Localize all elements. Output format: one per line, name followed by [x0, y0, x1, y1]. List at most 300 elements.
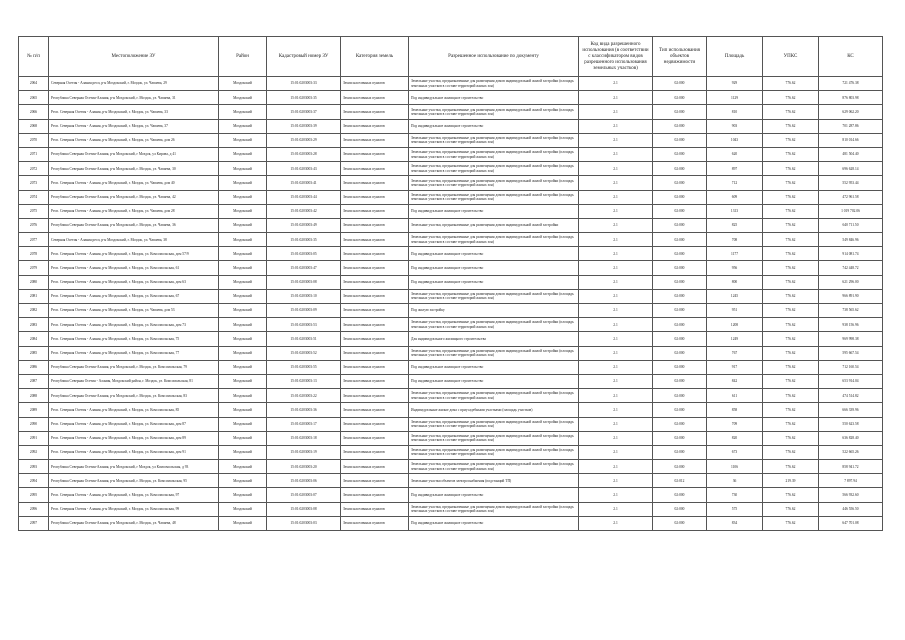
cell-use-type: 02:000: [653, 289, 707, 303]
cell-permitted-use: Земельные участки, предназначенные для размещения домов индивидуальной жилой застройки (площадь земельных участков в составе территорий жилых зон): [409, 133, 579, 147]
cell-number: 2085: [19, 346, 49, 360]
cell-location: Республика Северная Осетия-Алания, р-н Моздокский, г. Моздок, ул. Чапаева, 42: [49, 190, 219, 204]
header-use-type: Тип использования объектов недвижимости: [653, 37, 707, 77]
cell-use-type: 02:000: [653, 218, 707, 232]
cell-location: Респ. Северная Осетия - Алания, р-н Моздокский, г. Моздок, ул. Комсомольская, дом 73: [49, 318, 219, 332]
cell-permitted-use: Под индивидуальное жилищное строительство: [409, 204, 579, 218]
cell-number: 2079: [19, 261, 49, 275]
cell-permitted-use: Земельные участки, предназначенные для размещения домов индивидуальной жилой застройки (площадь земельных участков в составе территорий жилых зон): [409, 318, 579, 332]
cell-number: 2070: [19, 133, 49, 147]
cell-number: 2075: [19, 204, 49, 218]
cell-ks: 876 803.98: [819, 91, 883, 105]
cell-area: 611: [707, 389, 763, 403]
cell-use-code: 2.1: [579, 204, 653, 218]
cell-district: Моздокский: [219, 275, 267, 289]
cell-upks: 776.62: [763, 133, 819, 147]
cell-upks: 776.62: [763, 445, 819, 459]
cell-cadastral-number: 15:01:0203003:29: [267, 133, 341, 147]
cell-upks: 776.62: [763, 91, 819, 105]
cell-cadastral-number: 15:01:0203003:55: [267, 360, 341, 374]
cell-permitted-use: Под жилую застройку: [409, 304, 579, 318]
table-row: [19, 346, 883, 360]
cell-district: Моздокский: [219, 91, 267, 105]
cell-location: Респ. Северная Осетия - Алания, р-н Моздокский, г. Моздок, ул. Чапаева, 33: [49, 105, 219, 119]
cell-use-code: 2.1: [579, 289, 653, 303]
cell-cadastral-number: 15:01:0203003:42: [267, 204, 341, 218]
cell-land-category: Земли населенных пунктов: [341, 247, 409, 261]
cell-land-category: Земли населенных пунктов: [341, 190, 409, 204]
cell-district: Моздокский: [219, 403, 267, 417]
cell-area: 800: [707, 275, 763, 289]
cell-location: Респ. Северная Осетия - Алания, р-н Моздокский, г. Моздок, ул. Комсомольская, 99: [49, 502, 219, 516]
cell-number: 2072: [19, 162, 49, 176]
cell-number: 2090: [19, 417, 49, 431]
cell-area: 1177: [707, 247, 763, 261]
cell-ks: 640 711.50: [819, 218, 883, 232]
cell-ks: 621 296.00: [819, 275, 883, 289]
cell-permitted-use: Земельные участки, предназначенные для размещения домов индивидуальной жилой застройки (площадь земельных участков в составе территорий жилых зон): [409, 176, 579, 190]
cell-land-category: Земли населенных пунктов: [341, 176, 409, 190]
cell-upks: 776.62: [763, 289, 819, 303]
cell-district: Моздокский: [219, 190, 267, 204]
cell-number: 2081: [19, 289, 49, 303]
cell-permitted-use: Под индивидуальное жилищное строительство: [409, 275, 579, 289]
cell-cadastral-number: 15:01:0203003:05: [267, 247, 341, 261]
cell-location: Республика Северная Осетия-Алания, р-н Моздокский, г Моздок, ул Комсомольская, д 93: [49, 460, 219, 474]
cell-district: Моздокский: [219, 176, 267, 190]
cell-location: Респ. Северная Осетия - Алания, р-н Моздокский, г. Моздок, ул. Комсомольская, 75: [49, 332, 219, 346]
cell-location: Респ. Северная Осетия - Алания, р-н Моздокский, г. Моздок, ул. Комсомольская, дом 91: [49, 445, 219, 459]
cell-ks: 481 504.40: [819, 147, 883, 161]
cell-permitted-use: Земельные участки, предназначенные для размещения домов индивидуальной жилой застройки (площадь земельных участков в составе территорий жилых зон): [409, 289, 579, 303]
cell-cadastral-number: 15:01:0203003:20: [267, 460, 341, 474]
header-district: Район: [219, 37, 267, 77]
cell-district: Моздокский: [219, 346, 267, 360]
cell-cadastral-number: 15:01:0203003:53: [267, 318, 341, 332]
cell-area: 897: [707, 162, 763, 176]
cell-upks: 776.62: [763, 417, 819, 431]
cell-upks: 776.62: [763, 218, 819, 232]
cell-permitted-use: Земельные участки объектов электроснабжения (подстанций ТП): [409, 474, 579, 488]
cell-number: 2086: [19, 360, 49, 374]
cell-use-code: 2.1: [579, 304, 653, 318]
cell-ks: 653 914.04: [819, 374, 883, 388]
cell-area: 1043: [707, 133, 763, 147]
cell-use-code: 2.1: [579, 360, 653, 374]
cell-use-code: 2.1: [579, 502, 653, 516]
cell-district: Моздокский: [219, 417, 267, 431]
cell-district: Моздокский: [219, 233, 267, 247]
cell-land-category: Земли населенных пунктов: [341, 91, 409, 105]
cell-land-category: Земли населенных пунктов: [341, 204, 409, 218]
header-use-code: Код вида разрешенного использования (в соответствии с классификатором видов разрешенного использования земельных участков): [579, 37, 653, 77]
cell-permitted-use: Под индивидуальное жилищное строительство: [409, 374, 579, 388]
cell-use-type: 02:000: [653, 233, 707, 247]
header-permitted-use: Разрешенное использование по документу: [409, 37, 579, 77]
cell-use-code: 2.1: [579, 233, 653, 247]
cell-cadastral-number: 15:01:0203003:10: [267, 289, 341, 303]
cell-upks: 776.62: [763, 247, 819, 261]
cell-land-category: Земли населенных пунктов: [341, 445, 409, 459]
cell-district: Моздокский: [219, 261, 267, 275]
cell-use-type: 02:000: [653, 275, 707, 289]
cell-use-code: 2.1: [579, 403, 653, 417]
cell-use-code: 2.1: [579, 318, 653, 332]
cell-cadastral-number: 15:01:0203003:17: [267, 417, 341, 431]
cell-cadastral-number: 15:01:0203003:39: [267, 119, 341, 133]
cell-district: Моздокский: [219, 105, 267, 119]
cell-ks: 595 667.54: [819, 346, 883, 360]
cell-cadastral-number: 15:01:0203003:18: [267, 431, 341, 445]
cell-land-category: Земли населенных пунктов: [341, 516, 409, 530]
cell-district: Моздокский: [219, 374, 267, 388]
cell-district: Моздокский: [219, 119, 267, 133]
table-row: [19, 389, 883, 403]
cell-land-category: Земли населенных пунктов: [341, 77, 409, 91]
land-plots-table: [18, 36, 883, 531]
cell-use-code: 2.1: [579, 105, 653, 119]
cell-cadastral-number: 15:01:0203003:37: [267, 105, 341, 119]
cell-upks: 776.62: [763, 403, 819, 417]
cell-location: Респ. Северная Осетия - Алания, р-н Моздокский, г. Моздок, ул. Чапаева, дом 28: [49, 204, 219, 218]
table-row: [19, 318, 883, 332]
cell-location: Респ. Северная Осетия - Алания, р-н Моздокский, г. Моздок, ул. Комсомольская, 97: [49, 488, 219, 502]
cell-permitted-use: Земельные участки, предназначенные для размещения домов индивидуальной жилой застройки (площадь земельных участков в составе территорий жилых зон): [409, 445, 579, 459]
table-row: [19, 360, 883, 374]
cell-land-category: Земли населенных пунктов: [341, 289, 409, 303]
header-location: Местоположение ЗУ: [49, 37, 219, 77]
cell-cadastral-number: 15:01:0203003:44: [267, 190, 341, 204]
cell-location: Респ. Северная Осетия - Алания, р-н Моздокский, г. Моздок, ул. Комсомольская, 85: [49, 403, 219, 417]
cell-upks: 776.62: [763, 275, 819, 289]
cell-permitted-use: Земельные участки, предназначенные для размещения домов индивидуальной жилой застройки (площадь земельных участков в составе территорий жилых зон): [409, 502, 579, 516]
cell-land-category: Земли населенных пунктов: [341, 488, 409, 502]
cell-area: 858: [707, 403, 763, 417]
cell-area: 609: [707, 190, 763, 204]
cell-location: Республика Северная Осетия-Алания, р-н Моздокский, г Моздок, ул Кирова, д 41: [49, 147, 219, 161]
cell-ks: 522 665.26: [819, 445, 883, 459]
cell-ks: 472 961.58: [819, 190, 883, 204]
cell-use-type: 02:000: [653, 389, 707, 403]
cell-use-type: 02:000: [653, 332, 707, 346]
cell-permitted-use: Под индивидуальное жилищное строительство: [409, 91, 579, 105]
cell-cadastral-number: 15:01:0203003:47: [267, 261, 341, 275]
cell-cadastral-number: 15:01:0203003:08: [267, 275, 341, 289]
cell-permitted-use: Под индивидуальное жилищное строительство: [409, 261, 579, 275]
cell-use-type: 02:000: [653, 133, 707, 147]
cell-number: 2071: [19, 147, 49, 161]
cell-area: 709: [707, 417, 763, 431]
table-row: [19, 218, 883, 232]
cell-district: Моздокский: [219, 474, 267, 488]
cell-cadastral-number: 15:01:0203003:09: [267, 304, 341, 318]
cell-number: 2082: [19, 304, 49, 318]
cell-district: Моздокский: [219, 516, 267, 530]
cell-area: 1129: [707, 91, 763, 105]
cell-permitted-use: Под индивидуальное жилищное строительство: [409, 488, 579, 502]
cell-use-type: 02:000: [653, 417, 707, 431]
cell-location: Республика Северная Осетия-Алания, р-н Моздокский, г. Моздок, ул. Чапаева, 30: [49, 162, 219, 176]
cell-use-code: 2.1: [579, 218, 653, 232]
cell-location: Респ. Северная Осетия - Алания, р-н Моздокский, г. Моздок, ул. Чапаева, дом 40: [49, 176, 219, 190]
document-sheet: [18, 36, 882, 531]
cell-permitted-use: Земельные участки, предназначенные для размещения домов индивидуальной жилой застройки (площадь земельных участков в составе территорий жилых зон): [409, 147, 579, 161]
cell-district: Моздокский: [219, 389, 267, 403]
cell-number: 2077: [19, 233, 49, 247]
table-row: [19, 289, 883, 303]
cell-permitted-use: Земельные участки, предназначенные для размещения домов индивидуальной жилой застройки (площадь земельных участков в составе территорий жилых зон): [409, 346, 579, 360]
cell-land-category: Земли населенных пунктов: [341, 360, 409, 374]
cell-upks: 776.62: [763, 318, 819, 332]
cell-upks: 776.62: [763, 488, 819, 502]
header-upks: УПКС: [763, 37, 819, 77]
table-row: [19, 261, 883, 275]
cell-number: 2064: [19, 77, 49, 91]
cell-upks: 776.62: [763, 389, 819, 403]
cell-location: Северная Осетия - Алания респ, р-н Моздокский, г. Моздок, ул. Чапаева, 38: [49, 233, 219, 247]
table-header-row: [19, 37, 883, 77]
cell-land-category: Земли населенных пунктов: [341, 346, 409, 360]
cell-cadastral-number: 15:01:0203003:08: [267, 502, 341, 516]
cell-ks: 552 953.44: [819, 176, 883, 190]
cell-cadastral-number: 15:01:0203003:35: [267, 233, 341, 247]
cell-district: Моздокский: [219, 431, 267, 445]
cell-use-code: 2.1: [579, 162, 653, 176]
cell-use-type: 02:000: [653, 77, 707, 91]
cell-land-category: Земли населенных пунктов: [341, 431, 409, 445]
table-row: [19, 304, 883, 318]
cell-location: Республика Северная Осетия-Алания, р-н Моздокский, г. Моздок, ул. Чапаева, 36: [49, 218, 219, 232]
cell-upks: 776.62: [763, 360, 819, 374]
cell-area: 929: [707, 77, 763, 91]
cell-area: 1245: [707, 289, 763, 303]
cell-district: Моздокский: [219, 147, 267, 161]
cell-ks: 7 897.94: [819, 474, 883, 488]
cell-ks: 721 476.38: [819, 77, 883, 91]
cell-area: 712: [707, 176, 763, 190]
cell-upks: 776.62: [763, 374, 819, 388]
table-row: [19, 488, 883, 502]
cell-ks: 701 287.86: [819, 119, 883, 133]
cell-ks: 712 160.54: [819, 360, 883, 374]
cell-permitted-use: Земельные участки, предназначенные для размещения домов индивидуальной жилой застройки (площадь земельных участков в составе территорий жилых зон): [409, 389, 579, 403]
cell-land-category: Земли населенных пунктов: [341, 218, 409, 232]
cell-use-code: 2.1: [579, 417, 653, 431]
cell-use-type: 02:000: [653, 374, 707, 388]
cell-permitted-use: Земельные участки, предназначенные для размещения домов индивидуальной жилой застройки (площадь земельных участков в составе территорий жилых зон): [409, 233, 579, 247]
cell-use-code: 2.1: [579, 332, 653, 346]
cell-cadastral-number: 15:01:0203003:06: [267, 474, 341, 488]
cell-upks: 776.62: [763, 431, 819, 445]
cell-upks: 776.62: [763, 176, 819, 190]
cell-use-type: 02:000: [653, 261, 707, 275]
cell-number: 2078: [19, 247, 49, 261]
cell-number: 2073: [19, 176, 49, 190]
cell-location: Республика Северная Осетия - Алания, Моздокский район, г. Моздок, ул. Комсомольская, 81: [49, 374, 219, 388]
cell-use-code: 2.1: [579, 474, 653, 488]
cell-cadastral-number: 15:01:0203003:51: [267, 332, 341, 346]
cell-area: 842: [707, 374, 763, 388]
table-row: [19, 502, 883, 516]
cell-district: Моздокский: [219, 289, 267, 303]
table-row: [19, 119, 883, 133]
cell-cadastral-number: 15:01:0203003:36: [267, 403, 341, 417]
cell-cadastral-number: 15:01:0203003:43: [267, 162, 341, 176]
cell-cadastral-number: 15:01:0203003:28: [267, 147, 341, 161]
cell-number: 2093: [19, 460, 49, 474]
cell-district: Моздокский: [219, 460, 267, 474]
cell-use-type: 02:000: [653, 204, 707, 218]
cell-ks: 636 828.40: [819, 431, 883, 445]
cell-land-category: Земли населенных пунктов: [341, 275, 409, 289]
cell-use-type: 02:000: [653, 318, 707, 332]
cell-location: Республика Северная Осетия-Алания, р-н Моздокский, г. Моздок, ул. Чапаева, 48: [49, 516, 219, 530]
cell-use-code: 2.1: [579, 119, 653, 133]
cell-ks: 549 846.96: [819, 233, 883, 247]
cell-upks: 776.62: [763, 304, 819, 318]
cell-ks: 969 998.38: [819, 332, 883, 346]
cell-location: Респ. Северная Осетия - Алания, р-н Моздокский, г. Моздок, ул. Чапаева, дом 53: [49, 304, 219, 318]
cell-permitted-use: Земельные участки, предназначенные для размещения домов индивидуальной жилой застройки (площадь земельных участков в составе территорий жилых зон): [409, 77, 579, 91]
cell-number: 2092: [19, 445, 49, 459]
cell-ks: 666 339.96: [819, 403, 883, 417]
cell-district: Моздокский: [219, 360, 267, 374]
cell-use-type: 02:000: [653, 403, 707, 417]
cell-land-category: Земли населенных пунктов: [341, 460, 409, 474]
cell-district: Моздокский: [219, 445, 267, 459]
cell-location: Респ. Северная Осетия - Алания, р-н Моздокский, г. Моздок, ул. Чапаева, дом 26: [49, 133, 219, 147]
cell-number: 2068: [19, 119, 49, 133]
table-row: [19, 247, 883, 261]
cell-use-code: 2.1: [579, 460, 653, 474]
cell-use-type: 02:000: [653, 431, 707, 445]
cell-use-code: 2.1: [579, 190, 653, 204]
table-row: [19, 431, 883, 445]
cell-permitted-use: Земельные участки, предназначенные для размещения домов индивидуальной жилой застройки (площадь земельных участков в составе территорий жилых зон): [409, 190, 579, 204]
cell-number: 2088: [19, 389, 49, 403]
cell-district: Моздокский: [219, 247, 267, 261]
cell-upks: 776.62: [763, 346, 819, 360]
cell-ks: 810 014.66: [819, 133, 883, 147]
cell-land-category: Земли населенных пунктов: [341, 374, 409, 388]
cell-cadastral-number: 15:01:0203003:19: [267, 445, 341, 459]
table-row: [19, 403, 883, 417]
cell-use-code: 2.1: [579, 176, 653, 190]
cell-area: 825: [707, 218, 763, 232]
table-row: [19, 176, 883, 190]
cell-ks: 550 623.58: [819, 417, 883, 431]
cell-ks: 938 156.96: [819, 318, 883, 332]
cell-number: 2084: [19, 332, 49, 346]
cell-district: Моздокский: [219, 162, 267, 176]
cell-district: Моздокский: [219, 204, 267, 218]
cell-number: 2076: [19, 218, 49, 232]
cell-district: Моздокский: [219, 304, 267, 318]
cell-use-code: 2.1: [579, 389, 653, 403]
cell-ks: 742 448.72: [819, 261, 883, 275]
cell-number: 2065: [19, 91, 49, 105]
cell-use-type: 02:000: [653, 119, 707, 133]
cell-permitted-use: Земельные участки, предназначенные для размещения домов индивидуальной жилой застройки (площадь земельных участков в составе территорий жилых зон): [409, 431, 579, 445]
cell-permitted-use: Под индивидуальное жилищное строительство: [409, 516, 579, 530]
cell-upks: 776.62: [763, 460, 819, 474]
cell-upks: 776.62: [763, 204, 819, 218]
cell-area: 575: [707, 502, 763, 516]
cell-ks: 647 701.08: [819, 516, 883, 530]
cell-upks: 776.62: [763, 261, 819, 275]
cell-use-code: 2.1: [579, 77, 653, 91]
cell-upks: 776.62: [763, 516, 819, 530]
table-row: [19, 233, 883, 247]
cell-cadastral-number: 15:01:0203003:22: [267, 389, 341, 403]
table-row: [19, 91, 883, 105]
cell-cadastral-number: 15:01:0203003:52: [267, 346, 341, 360]
cell-location: Республика Северная Осетия-Алания, р-н Моздокский, г. Моздок, ул. Комсомольская, 83: [49, 389, 219, 403]
cell-location: Респ. Северная Осетия - Алания, р-н Моздокский, г. Моздок, ул. Комсомольская, дом 87: [49, 417, 219, 431]
table-row: [19, 190, 883, 204]
cell-land-category: Земли населенных пунктов: [341, 261, 409, 275]
cell-ks: 629 062.20: [819, 105, 883, 119]
cell-use-code: 2.1: [579, 147, 653, 161]
table-row: [19, 105, 883, 119]
cell-land-category: Земли населенных пунктов: [341, 332, 409, 346]
cell-use-type: 02:000: [653, 460, 707, 474]
cell-number: 2094: [19, 474, 49, 488]
cell-ks: 966 891.90: [819, 289, 883, 303]
cell-area: 820: [707, 431, 763, 445]
table-row: [19, 147, 883, 161]
cell-area: 810: [707, 105, 763, 119]
cell-cadastral-number: 15:01:0203003:07: [267, 488, 341, 502]
header-cadastral-number: Кадастровый номер ЗУ: [267, 37, 341, 77]
cell-use-type: 02:000: [653, 304, 707, 318]
cell-district: Моздокский: [219, 218, 267, 232]
cell-cadastral-number: 15:01:0203003:33: [267, 77, 341, 91]
cell-use-code: 2.1: [579, 247, 653, 261]
cell-ks: 696 628.14: [819, 162, 883, 176]
cell-permitted-use: Индивидуальные жилые дома с приусадебными участками (площадь участков): [409, 403, 579, 417]
cell-cadastral-number: 15:01:0203003:03: [267, 516, 341, 530]
cell-upks: 219.39: [763, 474, 819, 488]
cell-area: 730: [707, 488, 763, 502]
cell-area: 673: [707, 445, 763, 459]
cell-land-category: Земли населенных пунктов: [341, 417, 409, 431]
cell-area: 1249: [707, 332, 763, 346]
table-row: [19, 275, 883, 289]
cell-number: 2095: [19, 488, 49, 502]
cell-permitted-use: Земельные участки, предназначенные для размещения домов индивидуальной жилой застройки: [409, 218, 579, 232]
cell-number: 2091: [19, 431, 49, 445]
cell-area: 36: [707, 474, 763, 488]
table-row: [19, 445, 883, 459]
cell-permitted-use: Земельные участки, предназначенные для размещения домов индивидуальной жилой застройки (площадь земельных участков в составе территорий жилых зон): [409, 162, 579, 176]
cell-area: 767: [707, 346, 763, 360]
cell-area: 1208: [707, 318, 763, 332]
cell-cadastral-number: 15:01:0203003:13: [267, 374, 341, 388]
cell-upks: 776.62: [763, 502, 819, 516]
cell-location: Респ. Северная Осетия - Алания, р-н Моздокский, г. Моздок, ул. Комсомольская, дом 57/9: [49, 247, 219, 261]
header-number: № п/п: [19, 37, 49, 77]
cell-land-category: Земли населенных пунктов: [341, 502, 409, 516]
cell-land-category: Земли населенных пунктов: [341, 133, 409, 147]
cell-use-code: 2.1: [579, 133, 653, 147]
header-land-category: Категория земель: [341, 37, 409, 77]
header-ks: КС: [819, 37, 883, 77]
cell-area: 903: [707, 119, 763, 133]
cell-permitted-use: Для индивидуального жилищного строительства: [409, 332, 579, 346]
cell-ks: 474 514.82: [819, 389, 883, 403]
cell-use-type: 02:000: [653, 247, 707, 261]
